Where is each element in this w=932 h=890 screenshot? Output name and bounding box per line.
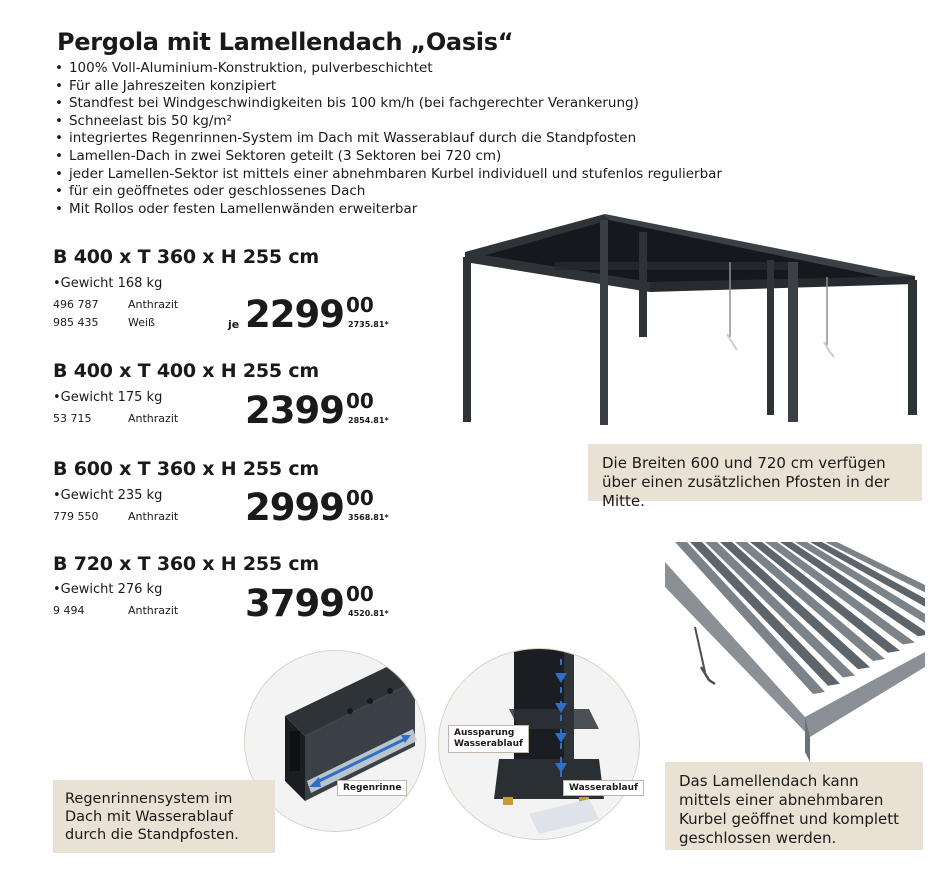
price-cents: 00	[346, 582, 374, 606]
note-crank: Das Lamellendach kann mittels einer abnehmbaren Kurbel geöffnet und komplett geschlossen werden.	[665, 762, 923, 850]
article-color: Anthrazit	[128, 510, 179, 523]
article-color: Anthrazit	[128, 412, 179, 425]
price-main: 2999	[245, 486, 344, 529]
page-title: Pergola mit Lamellendach „Oasis“	[57, 28, 514, 56]
price-sub: 3568.81*	[348, 513, 389, 522]
price-cents: 00	[346, 293, 374, 317]
note-gutter: Regenrinnensystem im Dach mit Wasserablauf durch die Standpfosten.	[53, 780, 275, 853]
variant-weight: • Gewicht 276 kg	[53, 582, 162, 597]
article-number: 53 715	[53, 412, 92, 425]
price-cents: 00	[346, 486, 374, 510]
variant-size: B 400 x T 360 x H 255 cm	[53, 246, 320, 268]
pergola-image	[455, 212, 925, 437]
price-main: 3799	[245, 582, 344, 625]
price-prefix: je	[228, 318, 240, 331]
variant-size: B 400 x T 400 x H 255 cm	[53, 360, 320, 382]
label-aussparung	[448, 725, 529, 753]
article-number: 985 435	[53, 316, 99, 329]
price-main: 2299	[245, 293, 344, 336]
list-item: • Lamellen-Dach in zwei Sektoren geteilt (3 Sektoren bei 720 cm)	[55, 148, 722, 166]
article-color: Anthrazit	[128, 298, 179, 311]
list-item: • 100% Voll-Aluminium-Konstruktion, pulverbeschichtet	[55, 60, 722, 78]
lamella-roof-image	[665, 542, 925, 762]
article-number: 779 550	[53, 510, 99, 523]
label-aussparung-line1: Aussparung	[454, 728, 515, 738]
price-main: 2399	[245, 389, 344, 432]
price-cents: 00	[346, 389, 374, 413]
variant-weight: • Gewicht 168 kg	[53, 276, 162, 291]
list-item: • jeder Lamellen-Sektor ist mittels einer abnehmbaren Kurbel individuell und stufenlos regulierbar	[55, 166, 722, 184]
variant-size: B 720 x T 360 x H 255 cm	[53, 553, 320, 575]
label-wasserablauf: Wasserablauf	[563, 780, 644, 796]
list-item: • Für alle Jahreszeiten konzipiert	[55, 78, 722, 96]
price-sub: 2854.81*	[348, 416, 389, 425]
price-sub: 2735.81*	[348, 320, 389, 329]
list-item: • integriertes Regenrinnen-System im Dach mit Wasserablauf durch die Standpfosten	[55, 130, 722, 148]
variant-weight: • Gewicht 235 kg	[53, 488, 162, 503]
article-color: Weiß	[128, 316, 155, 329]
label-aussparung-line2: Wasserablauf	[454, 739, 523, 749]
list-item: • Schneelast bis 50 kg/m²	[55, 113, 722, 131]
article-color: Anthrazit	[128, 604, 179, 617]
note-posts: Die Breiten 600 und 720 cm verfügen über einen zusätzlichen Pfosten in der Mitte.	[588, 444, 922, 501]
variant-weight: • Gewicht 175 kg	[53, 390, 162, 405]
article-number: 496 787	[53, 298, 99, 311]
list-item: • Standfest bei Windgeschwindigkeiten bis 100 km/h (bei fachgerechter Verankerung)	[55, 95, 722, 113]
article-number: 9 494	[53, 604, 85, 617]
price-sub: 4520.81*	[348, 609, 389, 618]
list-item: • Mit Rollos oder festen Lamellenwänden erweiterbar	[55, 201, 722, 219]
feature-list	[55, 60, 722, 218]
variant-size: B 600 x T 360 x H 255 cm	[53, 458, 320, 480]
label-regenrinne: Regenrinne	[337, 780, 407, 796]
list-item: • für ein geöffnetes oder geschlossenes Dach	[55, 183, 722, 201]
